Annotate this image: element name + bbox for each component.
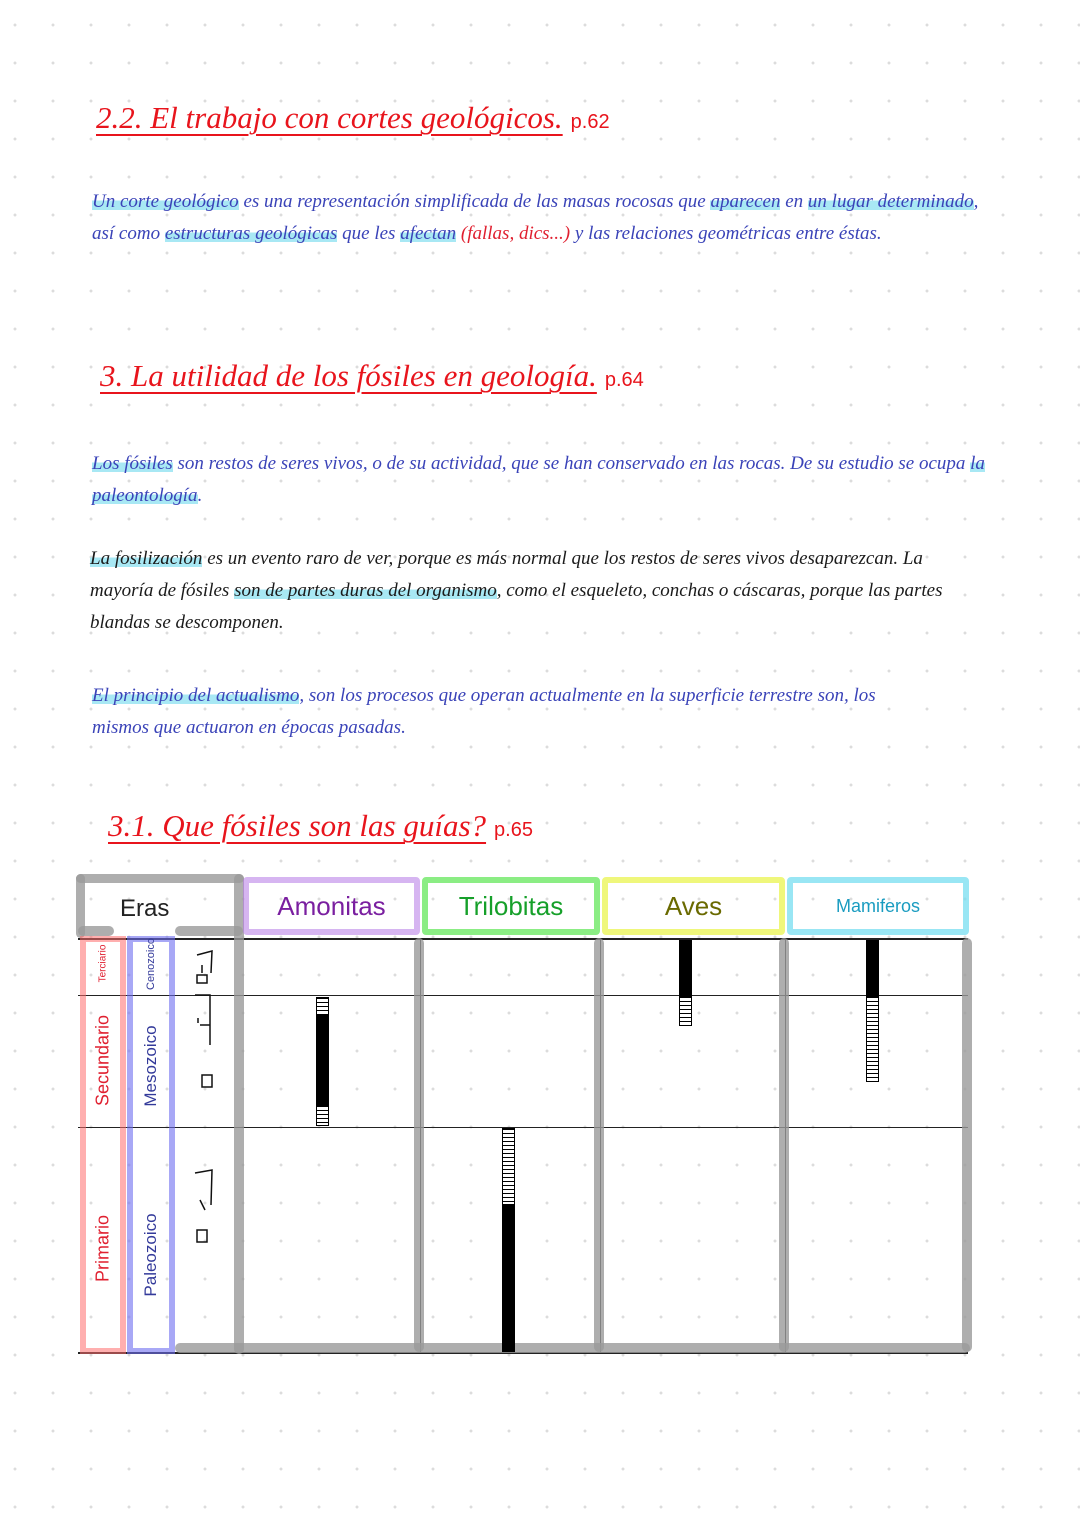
highlight: Un corte geológico	[92, 191, 239, 212]
highlight: La fosilización	[90, 548, 203, 569]
text: , así como	[92, 191, 979, 244]
text: son restos de seres vivos, o de su actividad, que se han conservado en las rocas. De su estudio se ocupa	[172, 453, 971, 474]
range-abundant-mamiferos	[866, 940, 879, 996]
red-note: (fallas, dics...)	[456, 223, 571, 244]
highlight: estructuras geológicas	[164, 223, 338, 244]
highlight: la paleontología	[92, 453, 985, 506]
section-title-3-1: 3.1. Que fósiles son las guías?	[108, 808, 487, 843]
frame	[175, 926, 243, 936]
page-ref: p.64	[604, 369, 644, 391]
paragraph-fosilizacion	[90, 543, 990, 639]
highlight: aparecen	[710, 191, 781, 212]
grid-line	[78, 938, 968, 940]
range-abundant-amonitas	[316, 1015, 329, 1105]
text: en	[780, 191, 808, 212]
era-secundario: Secundario	[92, 1014, 113, 1107]
range-abundant-aves	[679, 940, 692, 996]
section-title-3: 3. La utilidad de los fósiles en geología.	[100, 358, 597, 393]
frame	[414, 938, 424, 1352]
text: , como el esqueleto, conchas o cáscaras, porque las partes blandas se descomponen.	[90, 580, 943, 633]
frame	[779, 938, 789, 1352]
column-header-trilobitas: Trilobitas	[422, 877, 600, 935]
range-rare-trilobitas	[502, 1128, 515, 1205]
era-paleozoico: Paleozoico	[141, 1213, 160, 1297]
column-header-aves: Aves	[602, 877, 785, 935]
paragraph-actualismo	[92, 680, 912, 744]
frame	[175, 1343, 970, 1353]
column-header-mamiferos: Mamiferos	[787, 877, 969, 935]
paragraph-corte-geologico	[92, 186, 992, 250]
frame	[234, 874, 244, 1354]
highlight: un lugar determinado	[807, 191, 974, 212]
section-heading-3-1	[108, 808, 533, 844]
highlight: Los fósiles	[92, 453, 173, 474]
frame	[78, 926, 114, 936]
paragraph-fosiles	[92, 448, 992, 512]
era-mesozoico: Mesozoico	[141, 1025, 160, 1107]
range-rare-amonitas	[316, 997, 329, 1016]
era-terciario: Terciario	[97, 944, 109, 983]
text: , son los procesos que operan actualmente en la superficie terrestre son, los mismos que actuaron en épocas pasadas.	[92, 685, 876, 738]
text: es un evento raro de ver, porque es más normal que los restos de seres vivos desaparezcan. La mayoría de fósiles	[90, 548, 923, 601]
era-primario: Primario	[92, 1215, 113, 1283]
page-ref: p.65	[494, 819, 533, 841]
column-header-amonitas: Amonitas	[243, 877, 420, 935]
text: y las relaciones geométricas entre éstas.	[570, 223, 882, 244]
highlight: son de partes duras del organismo	[234, 580, 497, 601]
eras-header: Eras	[120, 895, 170, 922]
text: que les	[337, 223, 401, 244]
range-abundant-trilobitas	[502, 1205, 515, 1352]
frame	[962, 938, 972, 1352]
era-cenozoico: Cenozoico	[145, 938, 157, 990]
section-title-2-2: 2.2. El trabajo con cortes geológicos.	[96, 100, 563, 135]
text: es una representación simplificada de las masas rocosas que	[238, 191, 711, 212]
range-rare-amonitas	[316, 1105, 329, 1126]
highlight: El principio del actualismo	[92, 685, 300, 706]
frame	[594, 938, 604, 1352]
frame	[76, 874, 244, 883]
section-heading-2-2	[96, 100, 610, 136]
handwritten-glyph-icon	[185, 945, 225, 1345]
highlight: afectan	[400, 223, 457, 244]
text: .	[197, 485, 203, 506]
page-ref: p.62	[570, 111, 610, 133]
range-rare-aves	[679, 996, 692, 1026]
range-rare-mamiferos	[866, 996, 879, 1082]
section-heading-3	[100, 358, 644, 394]
